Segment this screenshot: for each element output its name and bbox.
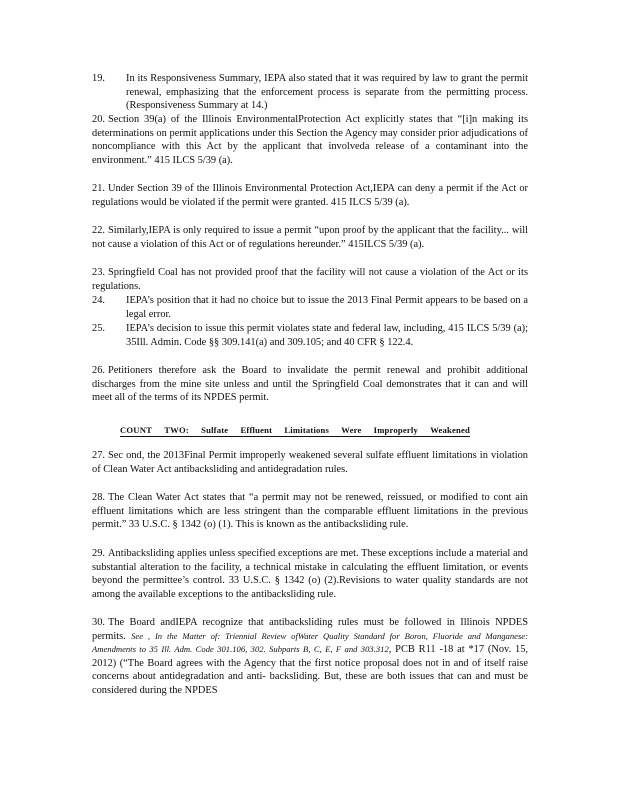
paragraph-20: [92, 113, 528, 167]
paragraph-29: [92, 547, 528, 601]
paragraph-26: [92, 364, 528, 405]
paragraph-19: [92, 72, 528, 113]
paragraph-text: In its Responsiveness Summary, IEPA also stated that it was required by law to grant the permit renewal, emphasizing that the enforcement process is separate from the permitting process. (Responsiveness Summary at 14.): [126, 73, 528, 112]
section-heading: COUNT TWO: Sulfate Effluent Limitations Were Improperly Weakened: [120, 425, 470, 435]
paragraph-30: [92, 616, 528, 698]
paragraph-23: [92, 266, 528, 293]
paragraph-text-continued: , PCB R11 -18 at *17 (Nov. 15, 2012) (“The Board agrees with the Agency that the first notice proposal does not in and of itself raise concerns about antidegradation and anti- backsliding. But, these are both issues that can and must be considered during the NPDES: [92, 644, 528, 696]
paragraph-text: Similarly,IEPA is only required to issue a permit “upon proof by the applicant that the facility... will not cause a violation of this Act or of regulations hereunder.” 415ILCS 5/39 (a).: [92, 225, 528, 250]
case-citation: See , In the Matter of: Triennial Review ofWater Quality Standard for Boron, Fluoride and Manganese: Amendments to 35 Ill. Adm. Code 301.106, 302. Subparts B, C, E, F and 303.312: [92, 630, 528, 655]
paragraph-number: 19.: [92, 73, 105, 84]
paragraph-number: 25.: [92, 323, 105, 334]
paragraph-text: Section 39(a) of the Illinois EnvironmentalProtection Act explicitly states that “[i]n making its determinations on permit applications under this Section the Agency may consider prior adjudications of noncompliance with this Act by the applicant that involveda release of a contaminant into the environment.” 415 ILCS 5/39 (a).: [92, 114, 528, 166]
paragraph-number: 29.: [92, 548, 105, 559]
paragraph-number: 28.: [92, 492, 105, 503]
paragraph-number: 21.: [92, 183, 105, 194]
paragraph-24: [92, 294, 528, 321]
paragraph-text: The Clean Water Act states that “a permit may not be renewed, reissued, or modified to cont ain effluent limitations which are less stringent than the comparable effluent limitations in the previous permit.” 33 U.S.C. § 1342 (o) (1). This is known as the antibacksliding rule.: [92, 492, 528, 531]
paragraph-text: Under Section 39 of the Illinois Environmental Protection Act,IEPA can deny a permit if the Act or regulations would be violated if the permit were granted. 415 ILCS 5/39 (a).: [92, 183, 528, 208]
paragraph-number: 23.: [92, 267, 105, 278]
paragraph-text: Sec ond, the 2013Final Permit improperly weakened several sulfate effluent limitations in violation of Clean Water Act antibacksliding and antidegradation rules.: [92, 450, 528, 475]
paragraph-number: 20.: [92, 114, 105, 125]
paragraph-number: 24.: [92, 295, 105, 306]
paragraph-22: [92, 224, 528, 251]
paragraph-28: [92, 491, 528, 532]
paragraph-text: The Board andIEPA recognize that antibacksliding rules must be followed in Illinois NPDES permits.: [92, 617, 528, 642]
paragraph-25: [92, 322, 528, 349]
paragraph-text: IEPA’s position that it had no choice but to issue the 2013 Final Permit appears to be based on a legal error.: [126, 295, 528, 320]
paragraph-text: Petitioners therefore ask the Board to invalidate the permit renewal and prohibit additional discharges from the mine site unless and until the Springfield Coal demonstrates that it can and will meet all of the terms of its NPDES permit.: [92, 365, 528, 404]
paragraph-number: 22.: [92, 225, 105, 236]
paragraph-number: 27.: [92, 450, 105, 461]
paragraph-21: [92, 182, 528, 209]
paragraph-text: Springfield Coal has not provided proof that the facility will not cause a violation of the Act or its regulations.: [92, 267, 528, 292]
paragraph-text: Antibacksliding applies unless specified exceptions are met. These exceptions include a material and substantial alteration to the facility, a technical mistake in calculating the effluent limitation, or events beyond the permittee’s control. 33 U.S.C. § 1342 (o) (2).Revisions to water quality standards are not among the available exceptions to the antibacksliding rule.: [92, 548, 528, 600]
paragraph-number: 30.: [92, 617, 105, 628]
paragraph-number: 26.: [92, 365, 105, 376]
paragraph-27: [92, 449, 528, 476]
paragraph-text: IEPA’s decision to issue this permit violates state and federal law, including, 415 ILCS 5/39 (a); 35Ill. Admin. Code §§ 309.141(a) and 309.105; and 40 CFR § 122.4.: [126, 323, 528, 348]
